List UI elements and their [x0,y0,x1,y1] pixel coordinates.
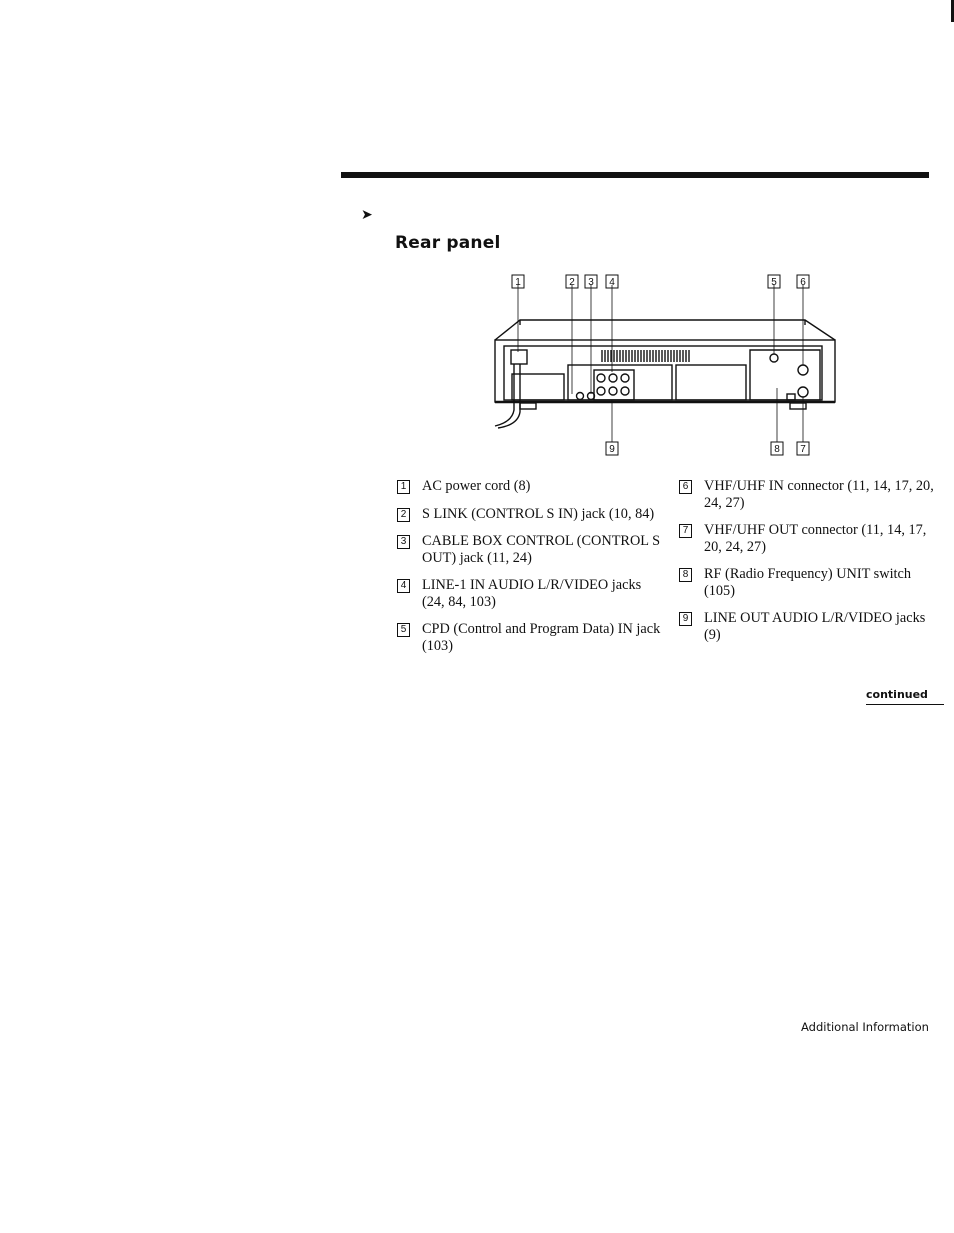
callout-3 [585,275,597,288]
callout-9 [606,442,618,455]
svg-text:3: 3 [588,277,594,288]
svg-text:4: 4 [609,277,615,288]
svg-text:2: 2 [569,277,575,288]
callout-1 [512,275,524,288]
continued-label: continued [866,688,928,701]
legend-item: 7 VHF/UHF OUT connector (11, 14, 17, 20, 24, 27) [677,522,937,555]
svg-text:7: 7 [800,444,806,455]
legend-item: 2 S LINK (CONTROL S IN) jack (10, 84) [395,506,667,523]
callout-5 [768,275,780,288]
legend-item: 9 LINE OUT AUDIO L/R/VIDEO jacks (9) [677,610,937,643]
arrow-marker-icon: ➤ [361,207,373,223]
svg-text:5: 5 [771,277,777,288]
svg-text:6: 6 [800,277,806,288]
header-rule [341,172,929,178]
callout-7 [797,442,809,455]
legend-item: 3 CABLE BOX CONTROL (CONTROL S OUT) jack (11, 24) [395,533,667,566]
legend-item: 8 RF (Radio Frequency) UNIT switch (105) [677,566,937,599]
legend-left-column [395,478,667,665]
callout-4 [606,275,618,288]
callout-6 [797,275,809,288]
svg-text:1: 1 [515,277,521,288]
continued-rule [866,704,944,705]
callout-2 [566,275,578,288]
callout-8 [771,442,783,455]
legend-item: 6 VHF/UHF IN connector (11, 14, 17, 20, 24, 27) [677,478,937,511]
svg-text:8: 8 [774,444,780,455]
page-footer: Additional Information [801,1020,929,1034]
section-title: Rear panel [395,233,501,253]
legend-item: 4 LINE-1 IN AUDIO L/R/VIDEO jacks (24, 84, 103) [395,577,667,610]
legend-item: 1 AC power cord (8) [395,478,667,495]
legend-right-column [677,478,937,654]
legend-item: 5 CPD (Control and Program Data) IN jack (103) [395,621,667,654]
rear-panel-diagram [490,270,840,460]
svg-text:9: 9 [609,444,615,455]
